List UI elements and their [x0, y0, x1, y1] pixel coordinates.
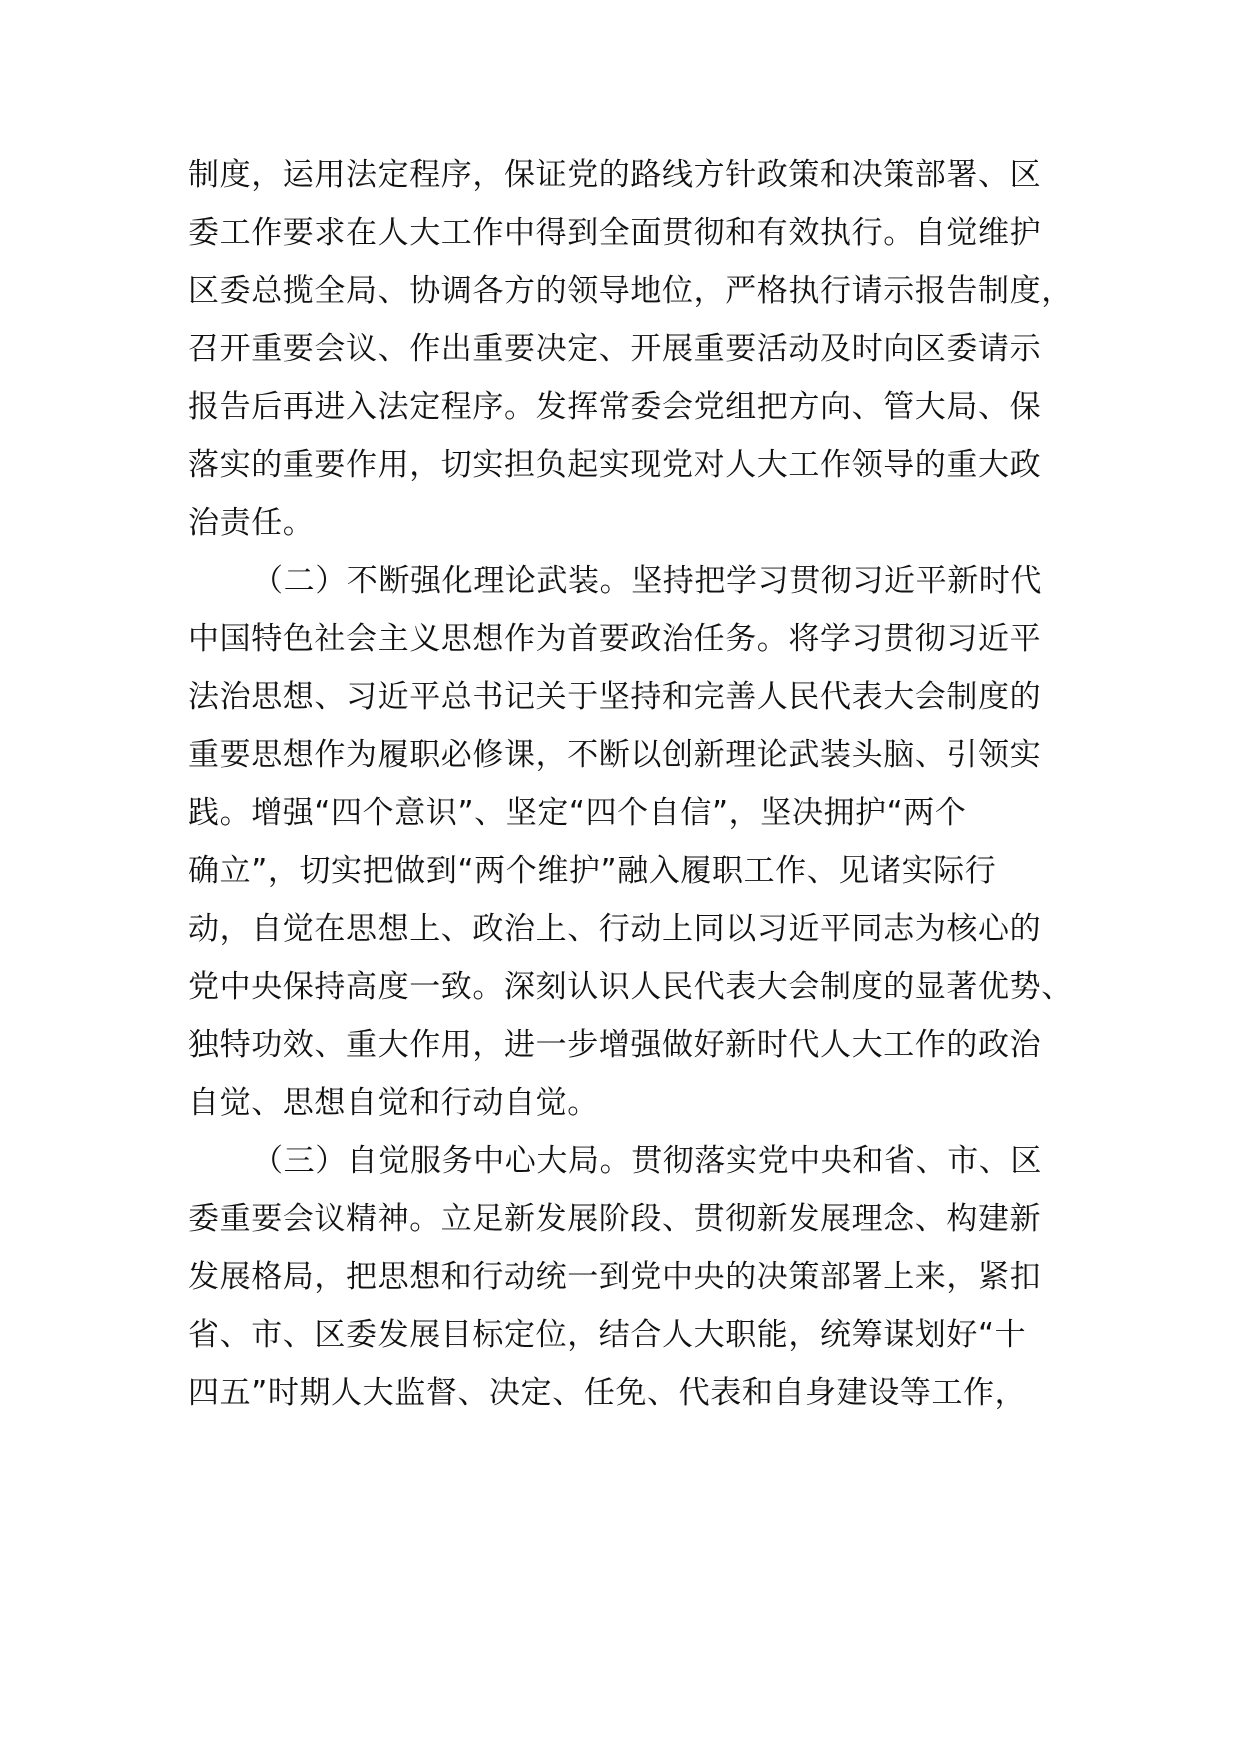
paragraph-3-line-4: 省、市、区委发展目标定位，结合人大职能，统筹谋划好“十	[188, 1317, 1027, 1353]
paragraph-2-line-2: 中国特色社会主义思想作为首要政治任务。将学习贯彻习近平	[188, 621, 1042, 657]
paragraph-2-line-7: 动，自觉在思想上、政治上、行动上同以习近平同志为核心的	[188, 911, 1042, 947]
paragraph-2-line-8: 党中央保持高度一致。深刻认识人民代表大会制度的显著优势、	[188, 969, 1073, 1005]
document-page	[188, 0, 1088, 1754]
paragraph-3-line-5: 四五”时期人大监督、决定、任免、代表和自身建设等工作，	[188, 1375, 1027, 1411]
paragraph-1-line-1: 制度，运用法定程序，保证党的路线方针政策和决策部署、区	[188, 157, 1042, 193]
paragraph-3-line-2: 委重要会议精神。立足新发展阶段、贯彻新发展理念、构建新	[188, 1201, 1042, 1237]
paragraph-1-line-6: 落实的重要作用，切实担负起实现党对人大工作领导的重大政	[188, 447, 1042, 483]
paragraph-1-line-3: 区委总揽全局、协调各方的领导地位，严格执行请示报告制度，	[188, 273, 1073, 309]
paragraph-1-line-2: 委工作要求在人大工作中得到全面贯彻和有效执行。自觉维护	[188, 215, 1042, 251]
paragraph-2-line-9: 独特功效、重大作用，进一步增强做好新时代人大工作的政治	[188, 1027, 1042, 1063]
paragraph-2-line-5: 践。增强“四个意识”、坚定“四个自信”，坚决拥护“两个	[188, 795, 967, 831]
paragraph-3-line-3: 发展格局，把思想和行动统一到党中央的决策部署上来，紧扣	[188, 1259, 1042, 1295]
paragraph-1-line-7: 治责任。	[188, 505, 315, 541]
paragraph-2-line-4: 重要思想作为履职必修课，不断以创新理论武装头脑、引领实	[188, 737, 1042, 773]
paragraph-1-line-5: 报告后再进入法定程序。发挥常委会党组把方向、管大局、保	[188, 389, 1042, 425]
paragraph-2-line-6: 确立”，切实把做到“两个维护”融入履职工作、见诸实际行	[188, 853, 997, 889]
paragraph-2-line-3: 法治思想、习近平总书记关于坚持和完善人民代表大会制度的	[188, 679, 1042, 715]
paragraph-2-line-1: （二）不断强化理论武装。坚持把学习贯彻习近平新时代	[252, 563, 1042, 599]
paragraph-3-line-1: （三）自觉服务中心大局。贯彻落实党中央和省、市、区	[252, 1143, 1042, 1179]
paragraph-2-line-10: 自觉、思想自觉和行动自觉。	[188, 1085, 599, 1121]
paragraph-1-line-4: 召开重要会议、作出重要决定、开展重要活动及时向区委请示	[188, 331, 1042, 367]
